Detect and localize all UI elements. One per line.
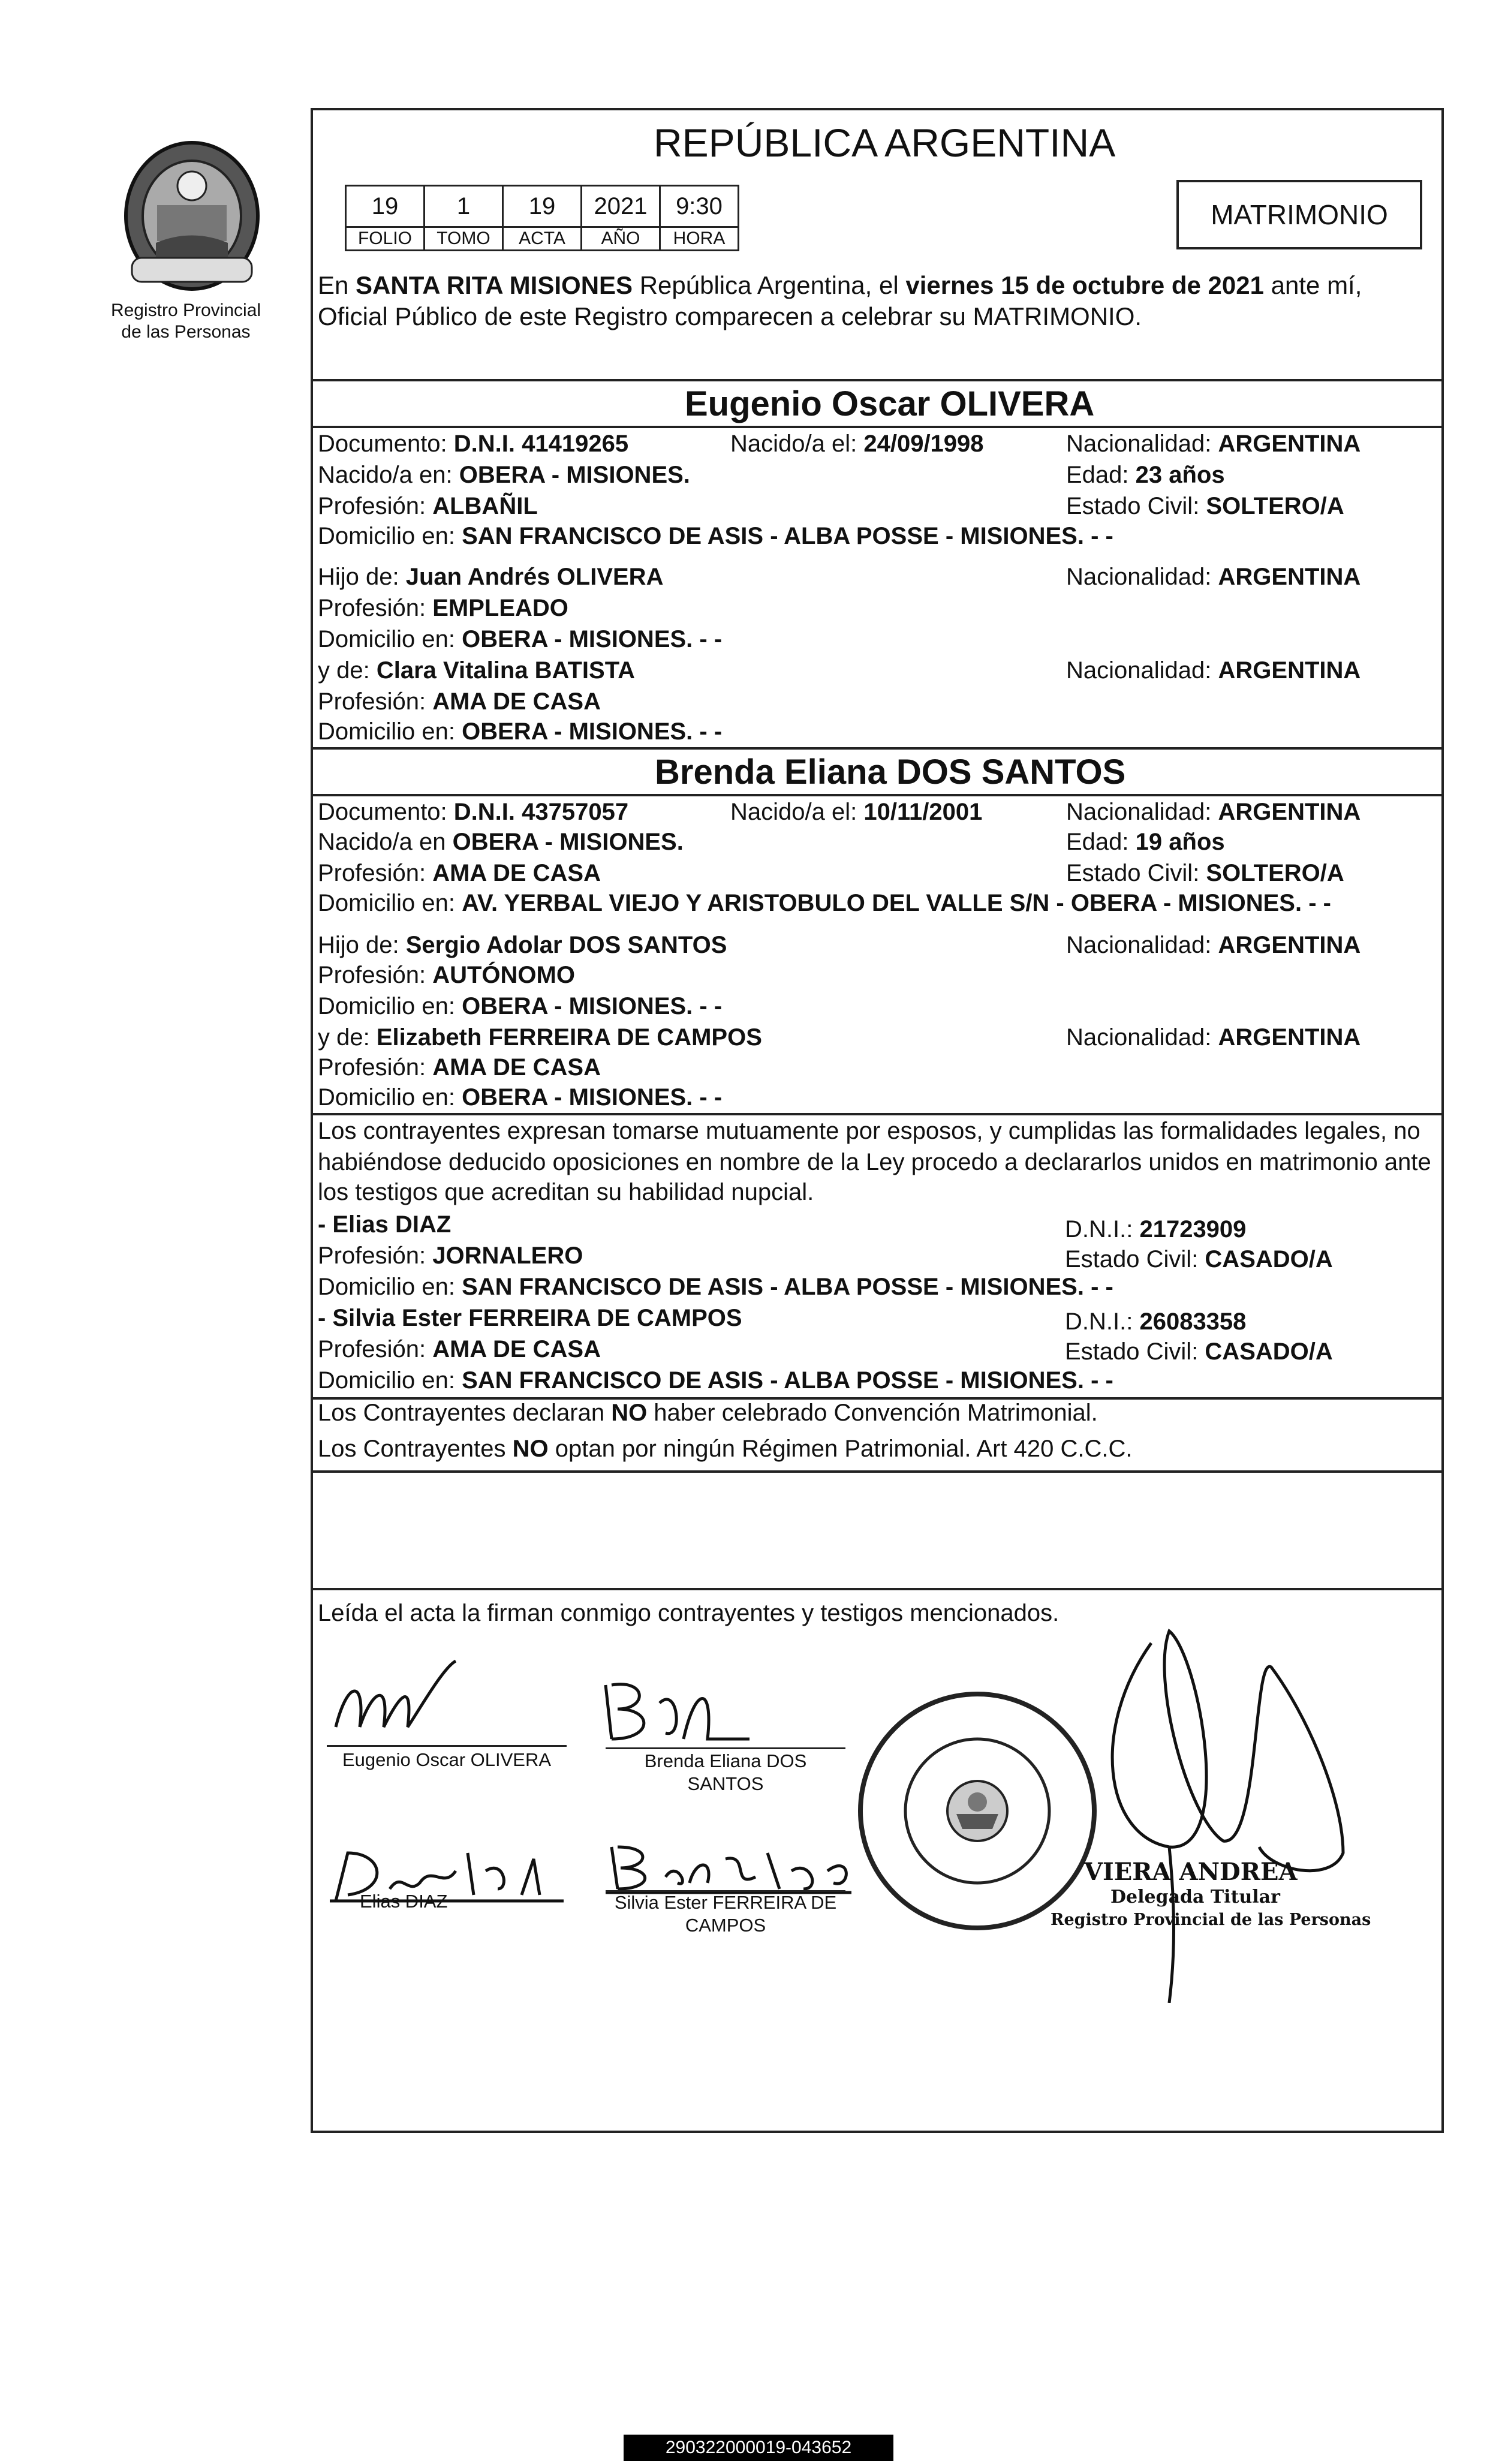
- party2-profession: Profesión: AMA DE CASA: [318, 860, 601, 886]
- party1-father-address: Domicilio en: OBERA - MISIONES. - -: [318, 626, 723, 652]
- declaration-line1: Los contrayentes expresan tomarse mutuamente por esposos, y cumplidas las formalidades legales, no: [318, 1118, 1420, 1144]
- convention-line2: Los Contrayentes NO optan por ningún Régimen Patrimonial. Art 420 C.C.C.: [318, 1436, 1133, 1462]
- party1-mother-address: Domicilio en: OBERA - MISIONES. - -: [318, 718, 723, 745]
- hour-label: HORA: [660, 227, 739, 251]
- party2-nationality: Nacionalidad: ARGENTINA: [1066, 799, 1361, 825]
- year-label: AÑO: [582, 227, 660, 251]
- groom-signature-line: [327, 1745, 567, 1747]
- party1-mother-profession: Profesión: AMA DE CASA: [318, 688, 601, 715]
- acta-label: ACTA: [503, 227, 582, 251]
- party1-nationality: Nacionalidad: ARGENTINA: [1066, 431, 1361, 457]
- party2-mother-address: Domicilio en: OBERA - MISIONES. - -: [318, 1084, 723, 1111]
- hour-value: 9:30: [660, 186, 739, 227]
- bride-signature: [600, 1673, 756, 1745]
- witness1-dni: D.N.I.: 21723909: [1065, 1216, 1247, 1242]
- divider: [311, 794, 1444, 796]
- folio-value: 19: [346, 186, 425, 227]
- party1-age: Edad: 23 años: [1066, 462, 1225, 488]
- groom-signature: [324, 1655, 480, 1751]
- party1-father-nationality: Nacionalidad: ARGENTINA: [1066, 564, 1361, 590]
- witness2-dni: D.N.I.: 26083358: [1065, 1308, 1247, 1335]
- party1-father: Hijo de: Juan Andrés OLIVERA: [318, 564, 664, 590]
- groom-signature-caption: Eugenio Oscar OLIVERA: [342, 1749, 552, 1770]
- witness2-name: - Silvia Ester FERREIRA DE CAMPOS: [318, 1305, 742, 1331]
- party2-address: Domicilio en: AV. YERBAL VIEJO Y ARISTOBULO DEL VALLE S/N - OBERA - MISIONES. - -: [318, 890, 1331, 916]
- tomo-value: 1: [425, 186, 503, 227]
- witness1-profession: Profesión: JORNALERO: [318, 1242, 583, 1269]
- party1-birthplace: Nacido/a en: OBERA - MISIONES.: [318, 462, 690, 488]
- party2-father-nationality: Nacionalidad: ARGENTINA: [1066, 932, 1361, 958]
- official-stamp: [851, 1685, 1103, 1937]
- closing-statement: Leída el acta la firman conmigo contrayentes y testigos mencionados.: [318, 1600, 1059, 1626]
- logo-caption: Registro Provincial de las Personas: [110, 300, 261, 342]
- official-signature: [1079, 1619, 1361, 2003]
- folio-label: FOLIO: [346, 227, 425, 251]
- party2-father-address: Domicilio en: OBERA - MISIONES. - -: [318, 993, 723, 1019]
- party2-father-profession: Profesión: AUTÓNOMO: [318, 962, 575, 988]
- witness1-address: Domicilio en: SAN FRANCISCO DE ASIS - ALBA POSSE - MISIONES. - -: [318, 1274, 1113, 1300]
- party2-document: Documento: D.N.I. 43757057: [318, 799, 629, 825]
- divider: [311, 1470, 1444, 1473]
- party2-mother-nationality: Nacionalidad: ARGENTINA: [1066, 1024, 1361, 1051]
- witness2-civil-status: Estado Civil: CASADO/A: [1065, 1338, 1333, 1365]
- witness1-signature-caption: Elias DIAZ: [360, 1891, 448, 1912]
- bride-signature-caption: Brenda Eliana DOS SANTOS: [644, 1750, 807, 1794]
- year-value: 2021: [582, 186, 660, 227]
- official-organization: Registro Provincial de las Personas: [1051, 1911, 1371, 1929]
- party2-father: Hijo de: Sergio Adolar DOS SANTOS: [318, 932, 727, 958]
- declaration-line3: los testigos que acreditan su habilidad nupcial.: [318, 1179, 814, 1205]
- divider: [311, 1113, 1444, 1115]
- party2-age: Edad: 19 años: [1066, 829, 1225, 855]
- province-seal-logo: [120, 138, 264, 294]
- tomo-label: TOMO: [425, 227, 503, 251]
- party1-profession: Profesión: ALBAÑIL: [318, 493, 538, 519]
- document-barcode-number: 290322000019-043652: [624, 2435, 893, 2461]
- party1-address: Domicilio en: SAN FRANCISCO DE ASIS - ALBA POSSE - MISIONES. - -: [318, 523, 1113, 549]
- party1-mother: y de: Clara Vitalina BATISTA: [318, 657, 636, 684]
- convention-line1: Los Contrayentes declaran NO haber celebrado Convención Matrimonial.: [318, 1400, 1098, 1426]
- intro-line2: Oficial Público de este Registro comparecen a celebrar su MATRIMONIO.: [318, 302, 1142, 330]
- party2-civil-status: Estado Civil: SOLTERO/A: [1066, 860, 1344, 886]
- party1-birthdate: Nacido/a el: 24/09/1998: [730, 431, 984, 457]
- declaration-line2: habiéndose deducido oposiciones en nombre de la Ley procedo a declararlos unidos en matrimonio ante: [318, 1149, 1431, 1175]
- party1-mother-nationality: Nacionalidad: ARGENTINA: [1066, 657, 1361, 684]
- page-title: REPÚBLICA ARGENTINA: [654, 121, 1116, 165]
- party1-document: Documento: D.N.I. 41419265: [318, 431, 629, 457]
- official-name: VIERA ANDREA: [1084, 1858, 1298, 1886]
- intro-line1: En SANTA RITA MISIONES República Argentina, el viernes 15 de octubre de 2021 ante mí,: [318, 271, 1362, 299]
- registry-table: [345, 185, 739, 251]
- divider: [311, 1588, 1444, 1590]
- party2-birthdate: Nacido/a el: 10/11/2001: [730, 799, 983, 825]
- divider: [311, 426, 1444, 428]
- party2-mother-profession: Profesión: AMA DE CASA: [318, 1054, 601, 1081]
- divider: [311, 747, 1444, 750]
- witness2-signature-caption: Silvia Ester FERREIRA DE CAMPOS: [614, 1892, 837, 1936]
- official-role: Delegada Titular: [1110, 1887, 1280, 1908]
- party1-father-profession: Profesión: EMPLEADO: [318, 595, 568, 621]
- party1-civil-status: Estado Civil: SOLTERO/A: [1066, 493, 1344, 519]
- divider: [311, 379, 1444, 381]
- acta-value: 19: [503, 186, 582, 227]
- party2-birthplace: Nacido/a en OBERA - MISIONES.: [318, 829, 684, 855]
- act-type-box: MATRIMONIO: [1176, 180, 1422, 249]
- party2-mother: y de: Elizabeth FERREIRA DE CAMPOS: [318, 1024, 762, 1051]
- witness1-name: - Elias DIAZ: [318, 1211, 452, 1238]
- witness2-address: Domicilio en: SAN FRANCISCO DE ASIS - ALBA POSSE - MISIONES. - -: [318, 1367, 1113, 1394]
- party1-name: Eugenio Oscar OLIVERA: [685, 384, 1095, 423]
- witness2-profession: Profesión: AMA DE CASA: [318, 1336, 601, 1362]
- party2-name: Brenda Eliana DOS SANTOS: [655, 753, 1126, 792]
- bride-signature-line: [606, 1747, 845, 1749]
- witness1-civil-status: Estado Civil: CASADO/A: [1065, 1246, 1333, 1272]
